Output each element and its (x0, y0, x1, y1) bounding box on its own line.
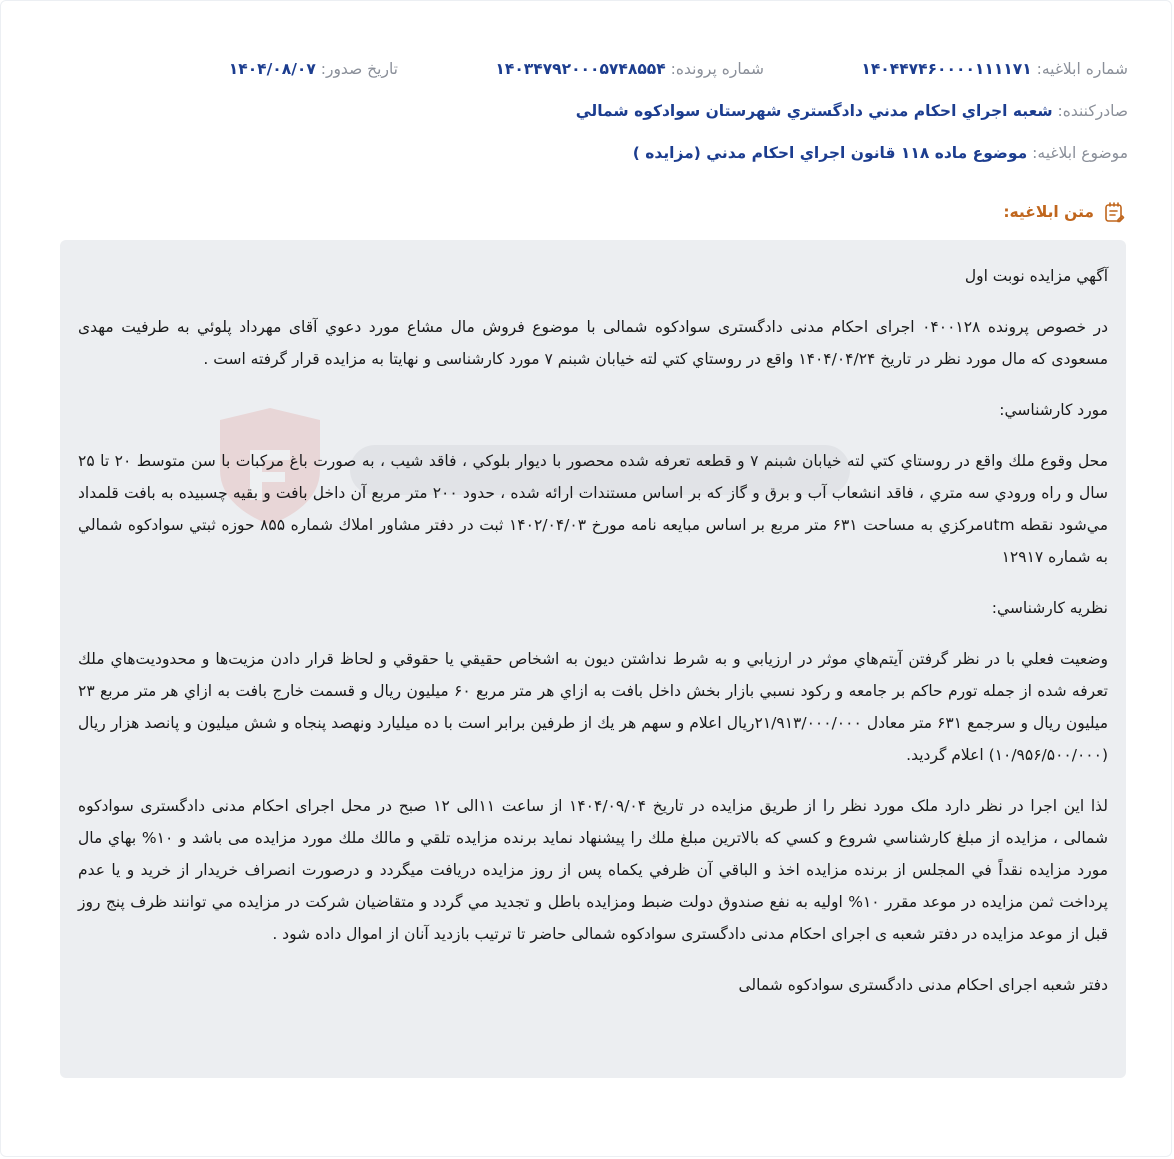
notice-signature: دفتر شعبه اجرای احکام مدنی دادگستری سوادکوه شمالی (738, 976, 1108, 994)
issue-date-value: ۱۴۰۴/۰۸/۰۷ (228, 60, 316, 78)
issuer-row (576, 98, 1128, 124)
notice-text-box (60, 240, 1126, 1078)
subject-value: موضوع ماده ۱۱۸ قانون اجراي احکام مدني (مزايده ) (632, 144, 1028, 162)
notice-text-heading (1003, 200, 1126, 224)
issue-date-label: تاريخ صدور: (320, 60, 398, 78)
notice-paragraph: محل وقوع ملك واقع در روستاي کتي لته خيابان شبنم ۷ و قطعه تعرفه شده محصور با ديوار بلوکي ، فاقد شيب ، به صورت باغ مرکبات با سن متوسط ۲۰ تا ۲۵ سال و راه ورودي سه متري ، فاقد انشعاب آب و برق و گاز که بر اساس مستندات ارائه شده ، حدود ۲۰۰ متر مربع آن داخل بافت و بقيه چسبيده به بافت قلمداد مي‌شود نقطه utmمرکزي به مساحت ۶۳۱ متر مربع بر اساس مبايعه نامه مورخ ۱۴۰۲/۰۴/۰۳ ثبت در دفتر مشاور املاك شماره ۸۵۵ حوزه ثبتي سوادکوه شمالي به شماره ۱۲۹۱۷ (78, 452, 1108, 566)
notice-text-title: متن ابلاغيه: (1003, 203, 1094, 221)
notice-number (861, 56, 1128, 82)
notice-number-label: شماره ابلاغيه: (1036, 60, 1128, 78)
notice-meta-row (46, 56, 1128, 82)
subject-label: موضوع ابلاغيه: (1032, 144, 1128, 162)
notice-heading-line: آگهي مزايده نوبت اول (964, 267, 1108, 285)
case-number-value: ۱۴۰۳۴۷۹۲۰۰۰۵۷۴۸۵۵۴ (495, 60, 666, 78)
subject-row (633, 140, 1128, 166)
case-number-label: شماره پرونده: (670, 60, 764, 78)
notice-paragraph: وضعيت فعلي با در نظر گرفتن آيتم‌هاي موثر در ارزيابي و به شرط نداشتن ديون به اشخاص حقيقي يا حقوقي و لحاظ قرار دادن مزيت‌ها و محدوديت‌هاي ملك تعرفه شده از جمله تورم حاکم بر جامعه و رکود نسبي بازار بخش داخل بافت به ازاي هر متر مربع ۶۰ ميليون ريال و قسمت خارج بافت به ازاي هر متر مربع ۲۳ ميليون ريال و سرجمع ۶۳۱ متر معادل ۲۱/۹۱۳/۰۰۰/۰۰۰ريال اعلام و سهم هر يك از طرفين برابر است با ده ميليارد ونهصد پنجاه و شش ميليون و پانصد هزار ريال (۱۰/۹۵۶/۵۰۰/۰۰۰) اعلام گرديد. (78, 650, 1108, 764)
notice-number-value: ۱۴۰۴۴۷۴۶۰۰۰۰۱۱۱۱۷۱ (861, 60, 1032, 78)
expertise-subject-heading: مورد کارشناسي: (999, 401, 1108, 419)
notice-text-icon (1102, 200, 1126, 224)
notice-paragraph: در خصوص پرونده ۰۴۰۰۱۲۸ اجرای احکام مدنی دادگستری سوادکوه شمالی با موضوع فروش مال مشاع مورد دعوي آقای مهرداد پلوئي به طرفيت مهدی مسعودی که مال مورد نظر در تاريخ ۱۴۰۴/۰۴/۲۴ واقع در روستاي کتي لته خيابان شبنم ۷ مورد کارشناسی و نهايتا به مزايده قرار گرفته است . (78, 318, 1108, 368)
issuer-value: شعبه اجراي احکام مدني دادگستري شهرستان سوادکوه شمالي (575, 102, 1053, 120)
expert-opinion-heading: نظريه کارشناسي: (991, 599, 1108, 617)
issue-date (229, 56, 398, 82)
notice-paragraph: لذا اين اجرا در نظر دارد ملک مورد نظر را از طريق مزايده در تاريخ ۱۴۰۴/۰۹/۰۴ از ساعت ۱۱الی ۱۲ صبح در محل اجرای احکام مدنی دادگستری سوادکوه شمالی ، مزايده از مبلغ کارشناسي شروع و کسي که بالاترين مبلغ ملك را پيشنهاد نمايد برنده مزايده تلقي و مالك ملك مورد مزايده می باشد و ۱۰% بهاي مال مورد مزايده نقداً في المجلس از برنده مزايده اخذ و الباقي آن ظرفي يکماه پس از روز مزايده دريافت ميگردد و درصورت انصراف خريدار از خريد و يا عدم پرداخت ثمن مزايده در موعد مقرر ۱۰% اوليه به نفع صندوق دولت ضبط ومزايده باطل و تجديد مي گردد و متقاضيان شرکت در مزايده مي توانند ظرف پنج روز قبل از موعد مزايده در دفتر شعبه ی اجرای احکام مدنی دادگستری سوادکوه شمالی حاضر تا ترتيب بازديد آنان از اموال داده شود . (78, 797, 1108, 943)
issuer-label: صادرکننده: (1057, 102, 1128, 120)
case-number (495, 56, 764, 82)
